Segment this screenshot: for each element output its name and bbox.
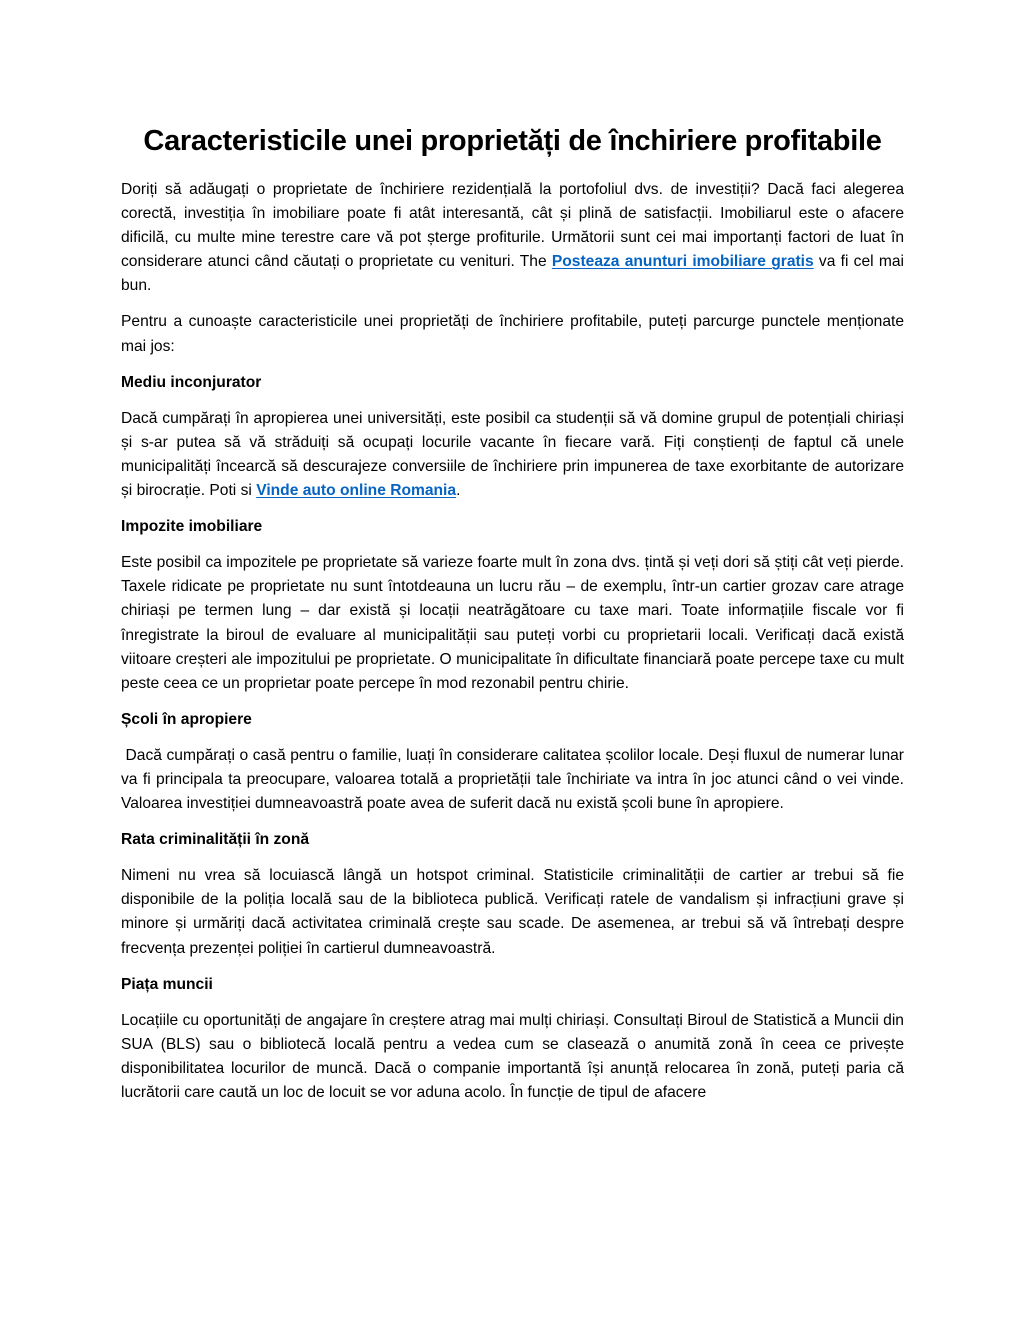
section-heading-criminalitate: Rata criminalității în zonă (121, 831, 310, 849)
section-text-scoli: Dacă cumpărați o casă pentru o familie, luați în considerare calitatea școlilor locale. Deși fluxul de numerar lunar va fi principala ta preocupare, valoarea totală a proprietății tale închiriate va intra în joc atunci când o vei vinde. Valoarea investiției dumneavoastră poate avea de suferit dacă nu există școli bune în apropiere. (121, 746, 909, 813)
mediu-text-before: Dacă cumpărați în apropierea unei universități, este posibil ca studenții să vă domine grupul de potențiali chiriași și s-ar putea să vă străduiți să ocupați locurile vacante în fiecare vară. Fiți conștienți de faptul că unele municipalități încearcă să descurajeze conversiile de închiriere prin impunerea de taxe exorbitante de autorizare și birocrație. Poti si (121, 409, 904, 500)
section-heading-piata: Piața muncii (121, 975, 213, 993)
section-heading-mediu: Mediu inconjurator (121, 373, 262, 391)
vinde-auto-link[interactable]: Vinde auto online Romania (256, 482, 457, 500)
section-text-piata: Locațiile cu oportunități de angajare în creștere atrag mai mulți chiriași. Consultați Biroul de Statistică a Muncii din SUA (BLS) sau o bibliotecă locală pentru a vedea cum se clasează o anumită zonă în ceea ce privește disponibilitatea locurilor de muncă. Dacă o companie importantă își anunță relocarea în zonă, puteți paria că lucrătorii care caută un loc de locuit se vor aduna acolo. În funcție de tipul de afacere (121, 1011, 904, 1101)
section-text-impozite: Este posibil ca impozitele pe proprietate să varieze foarte mult în zona dvs. țintă și veți dori să știți cât veți pierde. Taxele ridicate pe proprietate nu sunt întotdeauna un lucru rău – de exemplu, într-un cartier grozav care atrage chiriași pe termen lung – dar există și locații neatrăgătoare cu taxe mari. Toate informațiile fiscale vor fi înregistrate la biroul de evaluare al municipalității sau puteți vorbi cu proprietarii locali. Verificați dacă există viitoare creșteri ale impozitului pe proprietate. O municipalitate în dificultate financiară poate percepe taxe cu mult peste ceea ce un proprietar poate percepe în mod rezonabil pentru chirie. (121, 554, 904, 692)
posteaza-anunturi-link[interactable]: Posteaza anunturi imobiliare gratis (551, 253, 814, 271)
intro-paragraph (121, 178, 904, 298)
intro-paragraph-2: Pentru a cunoaște caracteristicile unei proprietăți de închiriere profitabile, puteți parcurge punctele menționate mai jos: (121, 313, 904, 355)
section-text-criminalitate: Nimeni nu vrea să locuiască lângă un hotspot criminal. Statisticile criminalității de cartier ar trebui să fie disponibile de la poliția locală sau de la biblioteca publică. Verificați ratele de vandalism și infracțiuni grave și minore și urmăriți dacă activitatea criminală crește sau scade. De asemenea, ar trebui să vă întrebați despre frecvența prezenței poliției în cartierul dumneavoastră. (121, 867, 904, 957)
section-heading-impozite: Impozite imobiliare (121, 518, 263, 536)
section-text-mediu (121, 407, 904, 503)
section-heading-scoli: Școli în apropiere (121, 710, 252, 728)
document-title: Caracteristicile unei proprietăți de închiriere profitabile (143, 125, 882, 157)
mediu-text-after: . (456, 482, 461, 500)
intro-text-before: Doriți să adăugați o proprietate de închiriere rezidențială la portofoliul dvs. de investiții? Dacă faci alegerea corectă, investiția în imobiliare poate fi atât interesantă, cât și plină de satisfacții. Imobiliarul este o afacere dificilă, cu multe mine terestre care vă pot șterge profiturile. Următorii sunt cei mai importanți factori de luat în considerare atunci când căutați o proprietate cu venituri. The (121, 181, 904, 271)
intro-text-after: va fi cel mai bun. (121, 253, 904, 295)
document-page (121, 121, 909, 1181)
